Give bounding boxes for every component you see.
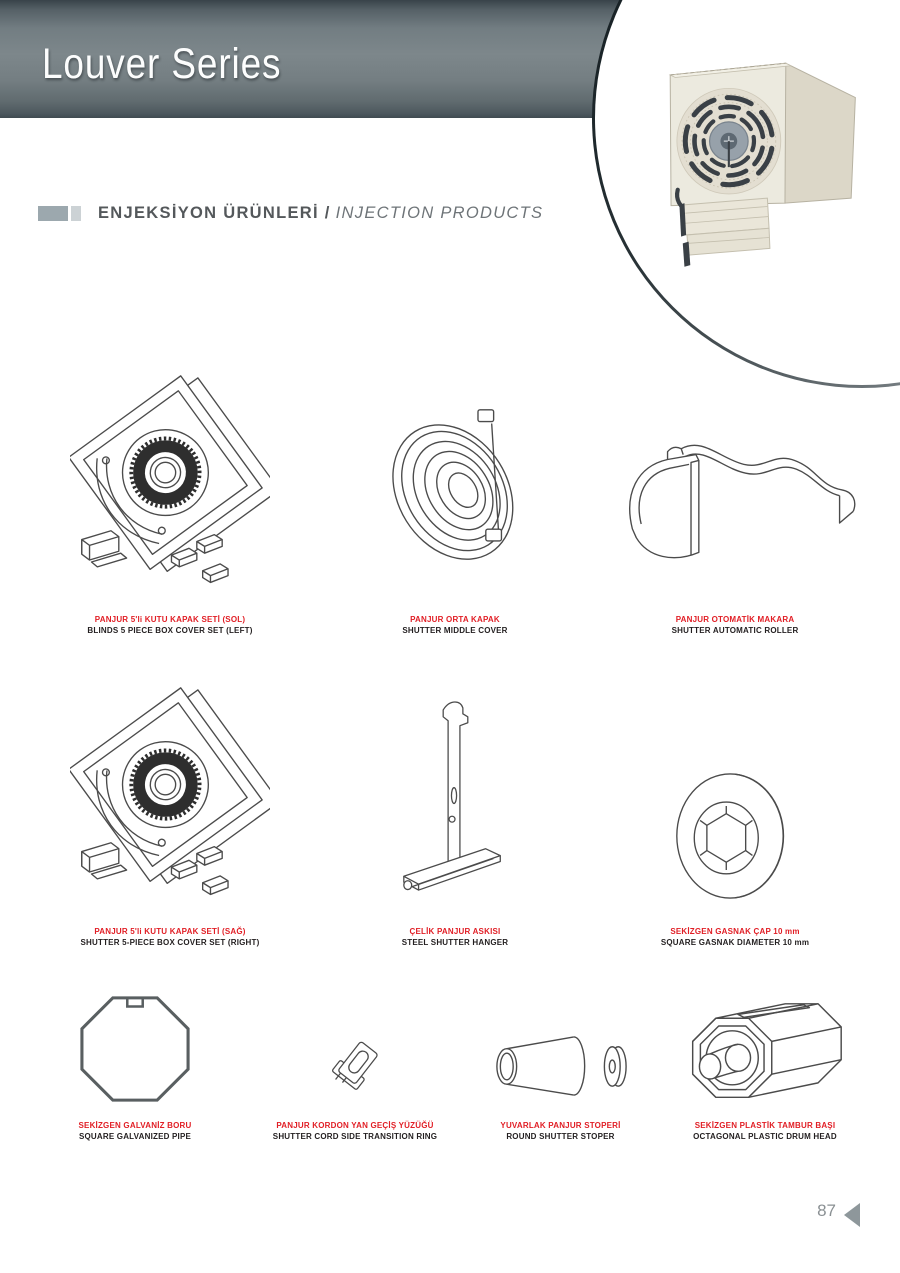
hero-circle-inner [595, 0, 900, 385]
section-marker-light [71, 206, 81, 221]
product-card [468, 976, 653, 1142]
product-label [661, 926, 809, 948]
product-name-en: SQUARE GASNAK DIAMETER 10 mm [660, 938, 810, 947]
page-title: Louver Series [42, 40, 282, 88]
product-name-tr: YUVARLAK PANJUR STOPERİ [500, 1121, 621, 1130]
product-name-tr: PANJUR OTOMATİK MAKARA [675, 615, 795, 624]
page-number: 87 [817, 1201, 836, 1220]
steel-hanger-illustration [392, 697, 518, 902]
product-name-tr: PANJUR 5'li KUTU KAPAK SETİ (SOL) [94, 615, 246, 624]
product-name-en: BLINDS 5 PIECE BOX COVER SET (LEFT) [87, 626, 253, 635]
product-name-en: STEEL SHUTTER HANGER [401, 938, 509, 947]
product-name-tr: PANJUR KORDON YAN GEÇİŞ YÜZÜĞÜ [276, 1121, 434, 1130]
product-name-en: SHUTTER 5-PIECE BOX COVER SET (RIGHT) [80, 938, 260, 947]
product-name-en: ROUND SHUTTER STOPER [506, 1132, 615, 1141]
product-name-tr: ÇELİK PANJUR ASKISI [409, 927, 501, 936]
hero-circle [592, 0, 900, 388]
roller-shutter-box-photo [650, 49, 868, 271]
product-card [345, 674, 565, 948]
product-name-en: SQUARE GALVANIZED PIPE [78, 1132, 192, 1141]
product-card [345, 362, 565, 636]
product-name-tr: PANJUR 5'li KUTU KAPAK SETİ (SAĞ) [94, 927, 246, 936]
section-title-tr: ENJEKSİYON ÜRÜNLERİ / [98, 203, 331, 222]
round-stoper-illustration [483, 1029, 639, 1100]
product-card [45, 976, 225, 1142]
product-label [500, 1120, 620, 1142]
section-title-en: INJECTION PRODUCTS [335, 203, 544, 222]
section-title [98, 204, 543, 223]
product-card [600, 362, 870, 636]
product-card [55, 362, 285, 636]
shutter-middle-cover-illustration [384, 402, 526, 580]
product-name-en: SHUTTER MIDDLE COVER [402, 626, 508, 635]
product-label [402, 614, 507, 636]
product-name-tr: SEKİZGEN GASNAK ÇAP 10 mm [670, 927, 800, 936]
product-label [672, 614, 799, 636]
product-name-en: SHUTTER AUTOMATIC ROLLER [671, 626, 799, 635]
product-card [600, 674, 870, 948]
previous-page-arrow-icon [844, 1203, 860, 1227]
automatic-roller-illustration [605, 431, 865, 574]
product-label [81, 926, 260, 948]
box-cover-set-right-illustration [70, 676, 270, 912]
product-card [660, 976, 870, 1142]
box-cover-set-left-illustration [70, 364, 270, 600]
product-label [273, 1120, 437, 1142]
section-marker-dark [38, 206, 68, 221]
product-label [402, 926, 509, 948]
gasnak-pulley-illustration [671, 768, 799, 904]
section-header [38, 203, 543, 223]
octagonal-pipe-illustration [78, 994, 192, 1104]
product-name-tr: SEKİZGEN GALVANİZ BORU [78, 1121, 192, 1130]
product-name-en: OCTAGONAL PLASTIC DRUM HEAD [693, 1132, 837, 1141]
octagonal-drum-head-illustration [682, 998, 848, 1106]
product-label [79, 1120, 192, 1142]
product-card [265, 976, 445, 1142]
product-name-tr: SEKİZGEN PLASTİK TAMBUR BAŞI [694, 1121, 836, 1130]
product-card [55, 674, 285, 948]
product-name-en: SHUTTER CORD SIDE TRANSITION RING [272, 1132, 438, 1141]
product-label [693, 1120, 837, 1142]
product-label [87, 614, 252, 636]
product-name-tr: PANJUR ORTA KAPAK [410, 615, 500, 624]
cord-transition-ring-illustration [323, 1036, 387, 1100]
